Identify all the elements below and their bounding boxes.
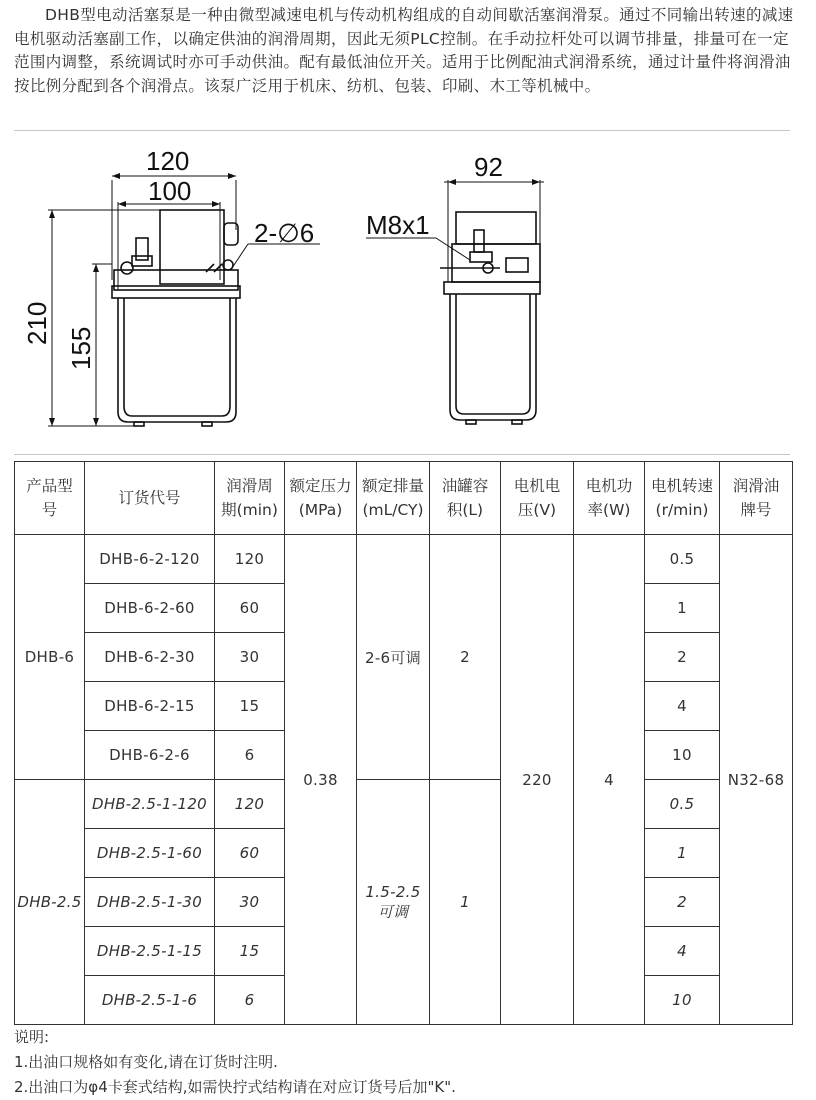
notes-title: 说明: [14,1028,50,1046]
note-item: 1.出油口规格如有变化,请在订货时注明. [14,1053,278,1071]
pressure-cell: 0.38 [285,535,357,1025]
header-tank: 油罐容 积(L) [430,462,501,535]
speed-cell: 4 [645,927,720,976]
side-view-outline [440,212,540,424]
table-row [15,780,793,829]
tank-cell: 1 [430,780,501,1025]
order-code-cell: DHB-6-2-30 [85,633,215,682]
table-row [15,535,793,584]
order-code-cell: DHB-6-2-15 [85,682,215,731]
order-code-cell: DHB-2.5-1-120 [85,780,215,829]
oil-cell: N32-68 [720,535,793,1025]
model-cell: DHB-6 [15,535,85,780]
order-code-cell: DHB-2.5-1-15 [85,927,215,976]
cycle-cell: 6 [215,731,285,780]
order-code-cell: DHB-6-2-60 [85,584,215,633]
speed-cell: 1 [645,829,720,878]
top-divider [14,130,790,131]
header-model: 产品型 号 [15,462,85,535]
cycle-cell: 120 [215,780,285,829]
dim-155: 155 [66,326,96,370]
dim-92: 92 [474,152,503,182]
header-speed: 电机转速 (r/min) [645,462,720,535]
voltage-cell: 220 [501,535,574,1025]
speed-cell: 0.5 [645,535,720,584]
dim-thread: M8x1 [366,210,430,240]
header-cycle: 润滑周 期(min) [215,462,285,535]
cycle-cell: 30 [215,878,285,927]
cycle-cell: 60 [215,829,285,878]
speed-cell: 10 [645,731,720,780]
header-voltage: 电机电 压(V) [501,462,574,535]
spec-table [14,461,793,1025]
front-view-outline [112,210,240,426]
order-code-cell: DHB-6-2-6 [85,731,215,780]
table-header-row [15,462,793,535]
dim-120: 120 [146,146,190,176]
cycle-cell: 30 [215,633,285,682]
dim-100: 100 [148,176,192,206]
cycle-cell: 15 [215,682,285,731]
intro-paragraph: DHB型电动活塞泵是一种由微型减速电机与传动机构组成的自动间歇活塞润滑泵。通过不同输出转速的减速电机驱动活塞副工作，以确定供油的润滑周期，因此无须PLC控制。在手动拉杆处可以调节排量，排量可在一定范围内调整，系统调试时亦可手动供油。配有最低油位开关。适用于比例配油式润滑系统，通过计量件将润滑油按比例分配到各个润滑点。该泵广泛用于机床、纺机、包装、印刷、木工等机械中。 [14,6,794,95]
cycle-cell: 60 [215,584,285,633]
header-displacement: 额定排量 (mL/CY) [357,462,430,535]
cycle-cell: 6 [215,976,285,1025]
power-cell: 4 [574,535,645,1025]
speed-cell: 1 [645,584,720,633]
order-code-cell: DHB-2.5-1-30 [85,878,215,927]
pump-dimension-drawing [0,140,816,460]
order-code-cell: DHB-2.5-1-6 [85,976,215,1025]
tank-cell: 2 [430,535,501,780]
header-power: 电机功 率(W) [574,462,645,535]
speed-cell: 10 [645,976,720,1025]
speed-cell: 2 [645,633,720,682]
speed-cell: 4 [645,682,720,731]
table-divider [14,454,790,455]
header-oil: 润滑油 牌号 [720,462,793,535]
cycle-cell: 120 [215,535,285,584]
header-pressure: 额定压力 (MPa) [285,462,357,535]
order-code-cell: DHB-6-2-120 [85,535,215,584]
dim-outlet: 2-∅6 [254,218,315,248]
speed-cell: 2 [645,878,720,927]
header-order-code: 订货代号 [85,462,215,535]
model-cell: DHB-2.5 [15,780,85,1025]
order-code-cell: DHB-2.5-1-60 [85,829,215,878]
displacement-cell: 2-6可调 [357,535,430,780]
cycle-cell: 15 [215,927,285,976]
note-item: 2.出油口为φ4卡套式结构,如需快拧式结构请在对应订货号后加"K". [14,1078,456,1096]
displacement-cell: 1.5-2.5 可调 [357,780,430,1025]
dim-210: 210 [22,301,52,345]
speed-cell: 0.5 [645,780,720,829]
notes-section [14,1025,456,1100]
